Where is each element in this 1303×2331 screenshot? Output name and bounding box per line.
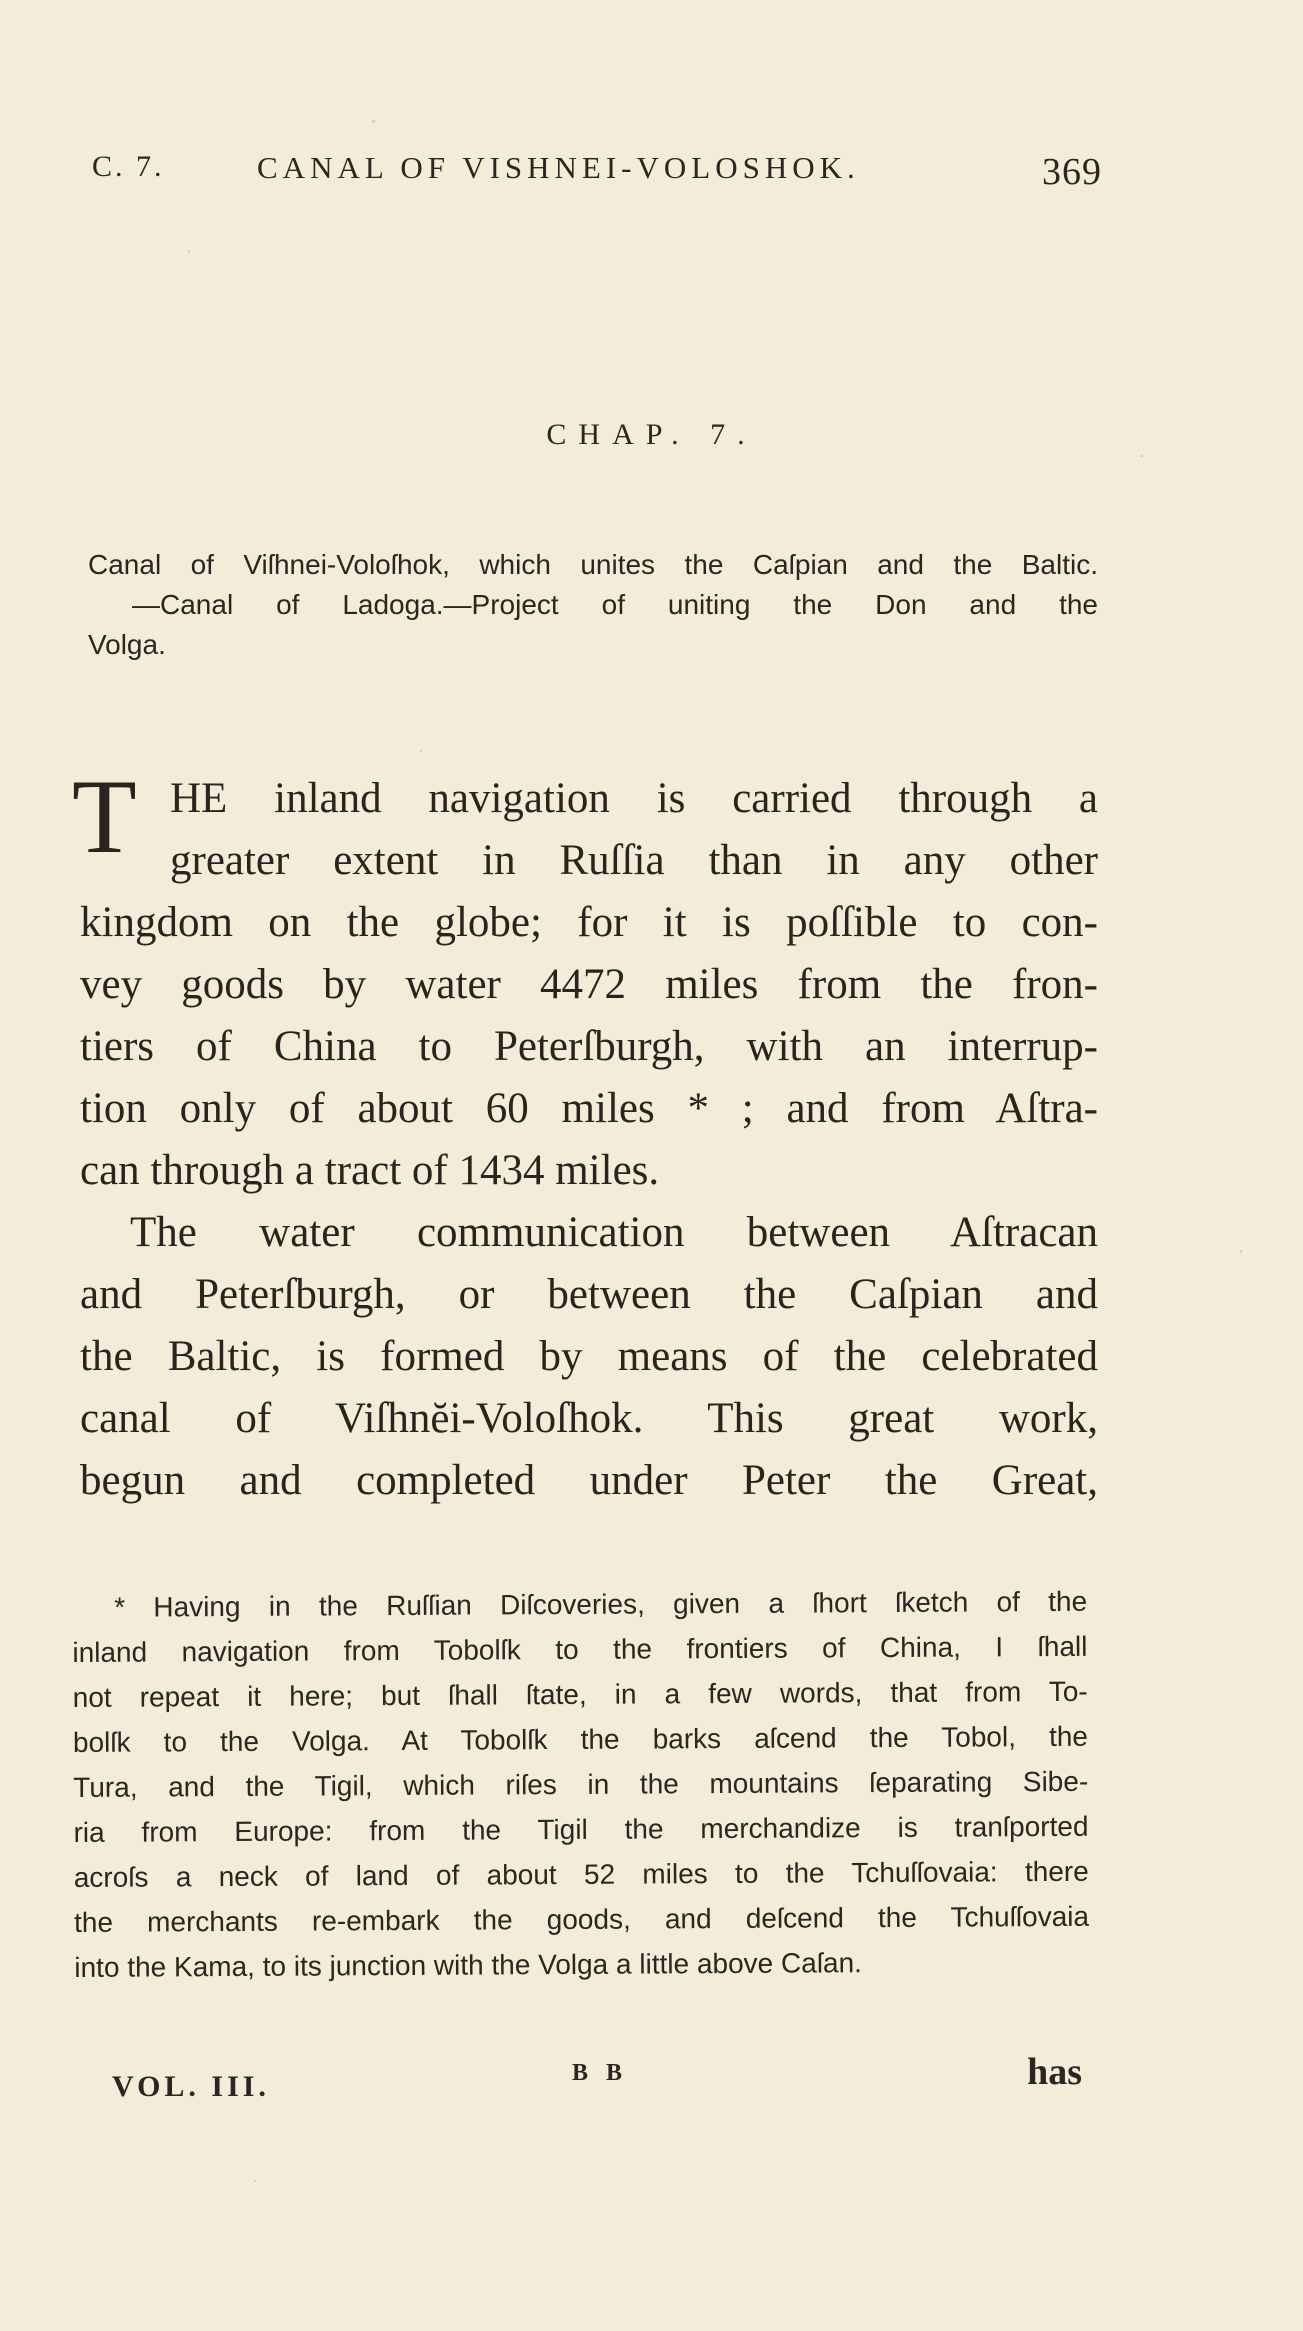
footnote-line: acroſs a neck of land of about 52 miles to the Tchuſſovaia: there xyxy=(73,1855,1089,1893)
running-head xyxy=(92,150,1102,200)
paper-speck xyxy=(254,2180,256,2182)
body-line: the Baltic, is formed by means of the celebrated xyxy=(80,1333,1098,1380)
paper-speck xyxy=(372,120,375,123)
footnote-line: bolſk to the Volga. At Tobolſk the barks aſcend the Tobol, the xyxy=(72,1720,1089,1758)
volume-mark: VOL. III. xyxy=(112,2070,270,2103)
body-line: greater extent in Ruſſia than in any other xyxy=(170,837,1098,884)
chapter-heading: CHAP. 7. xyxy=(546,418,757,451)
running-head-chapter: C. 7. xyxy=(92,150,165,183)
page-number: 369 xyxy=(1042,151,1102,193)
summary-line: Canal of Viſhnei-Voloſhok, which unites the Caſpian and the Baltic. xyxy=(88,549,1098,580)
footnote xyxy=(72,1579,1089,1990)
footnote-line: ria from Europe: from the Tigil the merchandize is tranſported xyxy=(73,1810,1089,1848)
running-head-title: CANAL OF VISHNEI-VOLOSHOK. xyxy=(257,150,860,185)
footnote-line: inland navigation from Tobolſk to the frontiers of China, I ſhall xyxy=(72,1630,1088,1668)
paper-speck xyxy=(420,750,422,752)
body-line: kingdom on the globe; for it is poſſible to con- xyxy=(80,899,1098,946)
footnote-line: * Having in the Ruſſian Diſcoveries, given a ſhort ſketch of the xyxy=(114,1585,1088,1623)
paper-speck xyxy=(188,250,190,253)
signature-mark: B B xyxy=(572,2060,629,2086)
paper-speck xyxy=(1140,455,1143,457)
footnote-line: not repeat it here; but ſhall ſtate, in a few words, that from To- xyxy=(72,1675,1088,1713)
signature-line xyxy=(112,2051,1082,2108)
first-line-text: HE inland navigation is carried through a xyxy=(170,775,1098,822)
body-line: can through a tract of 1434 miles. xyxy=(80,1147,660,1194)
footnote-line: into the Kama, to its junction with the Volga a little above Caſan. xyxy=(74,1947,863,1983)
summary-line: —Canal of Ladoga.—Project of uniting the Don and the xyxy=(132,589,1098,620)
body-line: canal of Viſhnĕi-Voloſhok. This great work, xyxy=(80,1395,1098,1442)
footnote-line: the merchants re-embark the goods, and deſcend the Tchuſſovaia xyxy=(73,1900,1090,1938)
body-line: and Peterſburgh, or between the Caſpian and xyxy=(80,1271,1098,1318)
body-line: tion only of about 60 miles * ; and from Aſtra- xyxy=(80,1085,1098,1132)
body-line: vey goods by water 4472 miles from the fron- xyxy=(80,961,1098,1008)
paper-speck xyxy=(1240,1250,1242,1253)
footnote-line: Tura, and the Tigil, which riſes in the mountains ſeparating Sibe- xyxy=(73,1765,1089,1803)
body-line: The water communication between Aſtracan xyxy=(130,1209,1098,1256)
body-line: begun and completed under Peter the Great, xyxy=(80,1457,1098,1504)
chapter-summary xyxy=(88,545,1098,665)
summary-line: Volga. xyxy=(88,629,166,660)
body-line: tiers of China to Peterſburgh, with an interrup- xyxy=(80,1023,1098,1070)
drop-cap: T xyxy=(72,758,137,875)
catchword: has xyxy=(1027,2051,1082,2093)
body-text xyxy=(72,758,1098,1512)
